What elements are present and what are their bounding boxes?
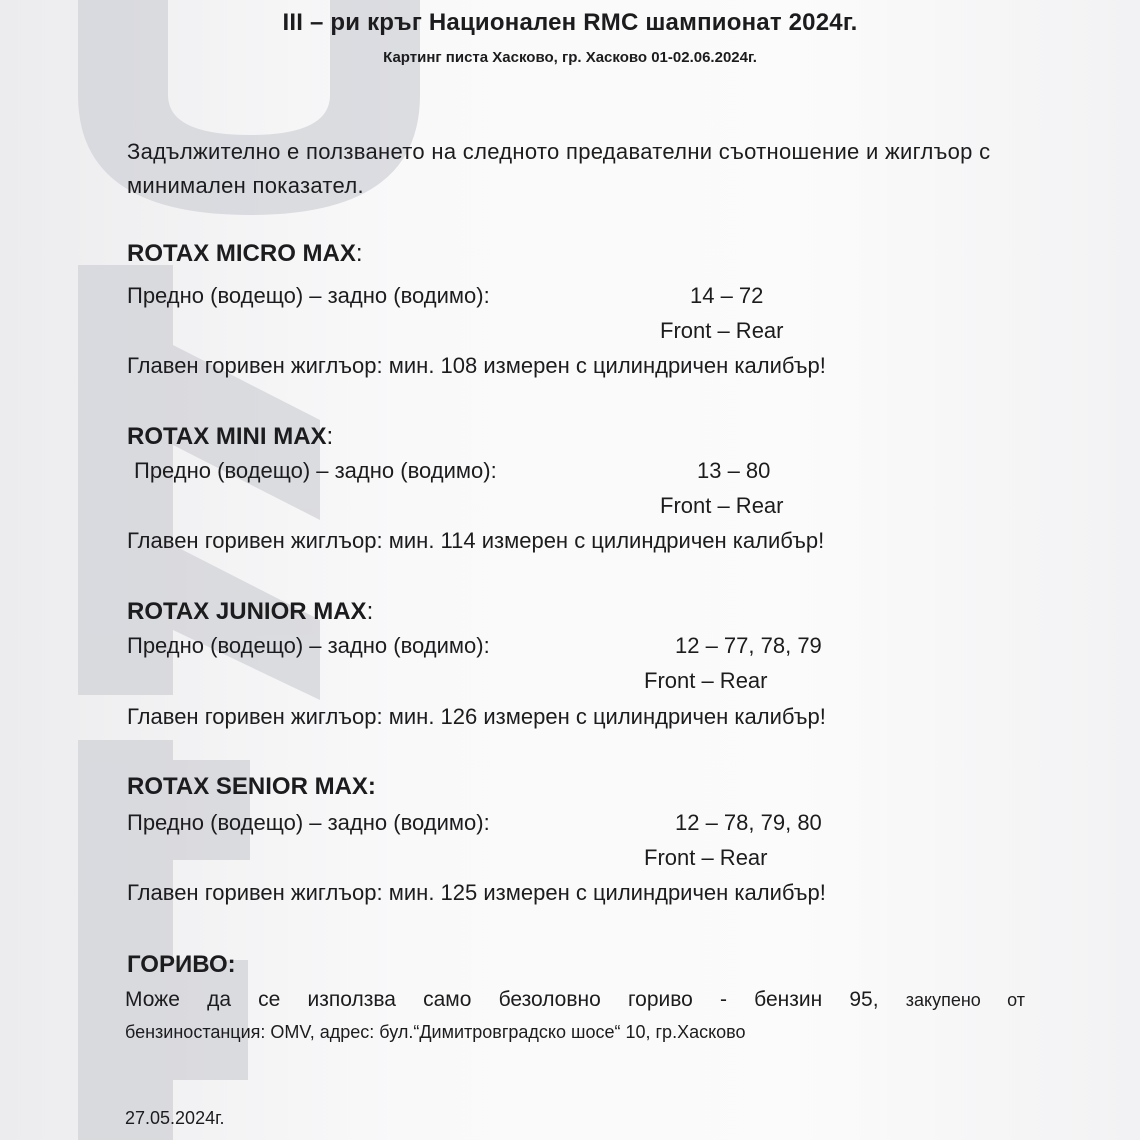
fuel-paragraph — [125, 984, 1025, 1048]
ratio-value-senior-max: 12 – 78, 79, 80 — [675, 810, 822, 835]
ratio-label-junior-max: Предно (водещо) – задно (водимо): — [127, 633, 490, 658]
ratio-label-mini-max: Предно (водещо) – задно (водимо): — [134, 458, 497, 483]
section-title-colon: : — [366, 598, 374, 625]
jet-line-senior-max: Главен горивен жиглъор: мин. 125 измерен с цилиндричен калибър! — [127, 880, 826, 905]
ratio-value-mini-max: 13 – 80 — [697, 458, 771, 483]
document-subtitle: Картинг писта Хасково, гр. Хасково 01-02.06.2024г. — [383, 49, 757, 66]
document-title: III – ри кръг Национален RMC шампионат 2024г. — [282, 9, 858, 36]
section-title-micro-max — [127, 240, 363, 268]
section-title-text: ROTAX MINI MAX — [127, 423, 327, 450]
fuel-line-1-main: Може да се използва само безоловно гориво - бензин 95, — [125, 988, 879, 1011]
section-title-colon: : — [355, 240, 363, 267]
ratio-label-micro-max: Предно (водещо) – задно (водимо): — [127, 283, 490, 308]
front-rear-junior-max: Front – Rear — [644, 668, 768, 693]
section-title-fuel: ГОРИВО: — [127, 951, 236, 978]
jet-line-micro-max: Главен горивен жиглъор: мин. 108 измерен с цилиндричен калибър! — [127, 353, 826, 378]
section-title-text: ROTAX JUNIOR MAX — [127, 598, 367, 625]
fuel-line-1 — [125, 984, 1025, 1016]
section-title-text: ROTAX MICRO MAX — [127, 240, 356, 267]
fuel-line-2: бензиностанция: OMV, адрес: бул.“Димитровградско шосе“ 10, гр.Хасково — [125, 1022, 746, 1042]
section-title-mini-max — [127, 423, 333, 451]
section-title-colon: : — [326, 423, 334, 450]
section-title-text: ROTAX SENIOR MAX: — [127, 773, 376, 800]
intro-paragraph: Задължително е ползването на следното предавателни съотношение и жиглъор с минимален показател. — [127, 139, 991, 198]
jet-line-mini-max: Главен горивен жиглъор: мин. 114 измерен с цилиндричен калибър! — [127, 528, 825, 553]
ratio-label-senior-max: Предно (водещо) – задно (водимо): — [127, 810, 490, 835]
jet-line-junior-max: Главен горивен жиглъор: мин. 126 измерен с цилиндричен калибър! — [127, 704, 826, 729]
section-title-junior-max — [127, 598, 373, 626]
document-date: 27.05.2024г. — [125, 1108, 225, 1128]
section-title-senior-max — [127, 773, 376, 801]
front-rear-senior-max: Front – Rear — [644, 845, 768, 870]
ratio-value-junior-max: 12 – 77, 78, 79 — [675, 633, 822, 658]
front-rear-micro-max: Front – Rear — [660, 318, 784, 343]
fuel-line-1-tail: закупено от — [905, 990, 1025, 1010]
ratio-value-micro-max: 14 – 72 — [690, 283, 764, 308]
front-rear-mini-max: Front – Rear — [660, 493, 784, 518]
